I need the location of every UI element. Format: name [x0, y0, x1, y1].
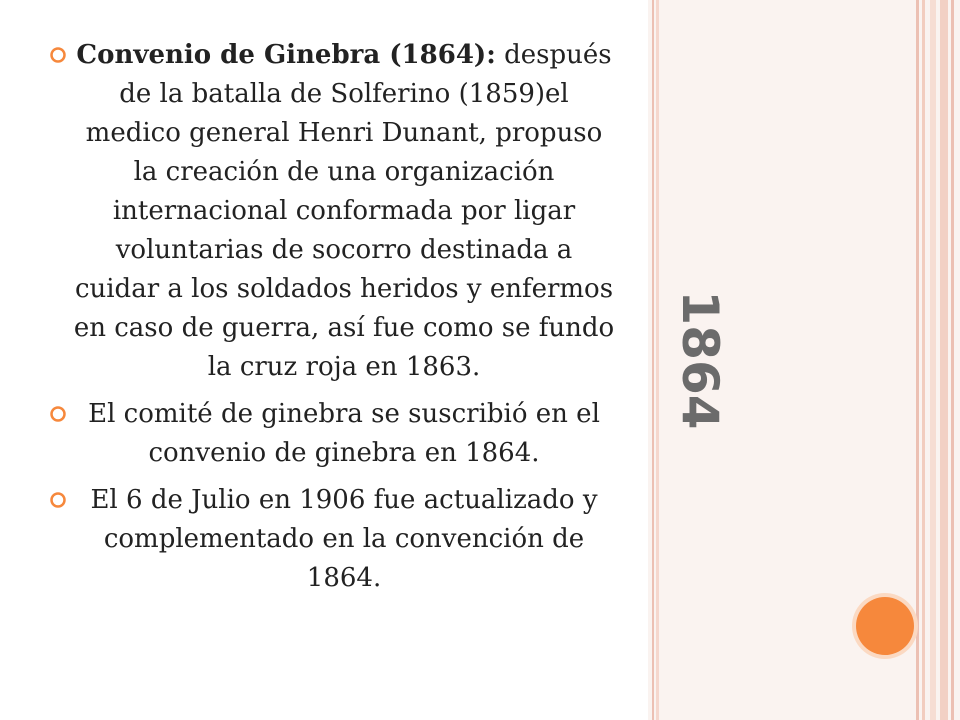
- bullet-circle-icon: [49, 46, 67, 64]
- decorative-stripe: [940, 0, 948, 720]
- decorative-stripe: [951, 0, 954, 720]
- decorative-stripe: [652, 0, 654, 720]
- decorative-stripe: [922, 0, 925, 720]
- bullet-text: El 6 de Julio en 1906 fue actualizado y complementado en la convención de 1864.: [90, 485, 598, 593]
- slide-content: [40, 36, 628, 606]
- bullet-item: [40, 481, 628, 598]
- decorative-stripe: [930, 0, 936, 720]
- decorative-stripe: [656, 0, 659, 720]
- decorative-circle: [856, 597, 914, 655]
- bullet-circle-icon: [49, 405, 67, 423]
- side-title-text: 1864: [671, 290, 729, 430]
- bullet-heading: Convenio de Ginebra (1864):: [76, 40, 496, 70]
- bullet-text: El comité de ginebra se suscribió en el convenio de ginebra en 1864.: [88, 399, 600, 468]
- bullet-item: [40, 395, 628, 473]
- decorative-stripe: [916, 0, 919, 720]
- bullet-text: después de la batalla de Solferino (1859)el medico general Henri Dunant, propuso la creación de una organización internacional conformada por ligar voluntarias de socorro destinada a cuidar a los soldados heridos y enfermos en caso de guerra, así fue como se fundo la cruz roja en 1863.: [73, 40, 615, 382]
- bullet-item: [40, 36, 628, 387]
- bullet-circle-icon: [49, 491, 67, 509]
